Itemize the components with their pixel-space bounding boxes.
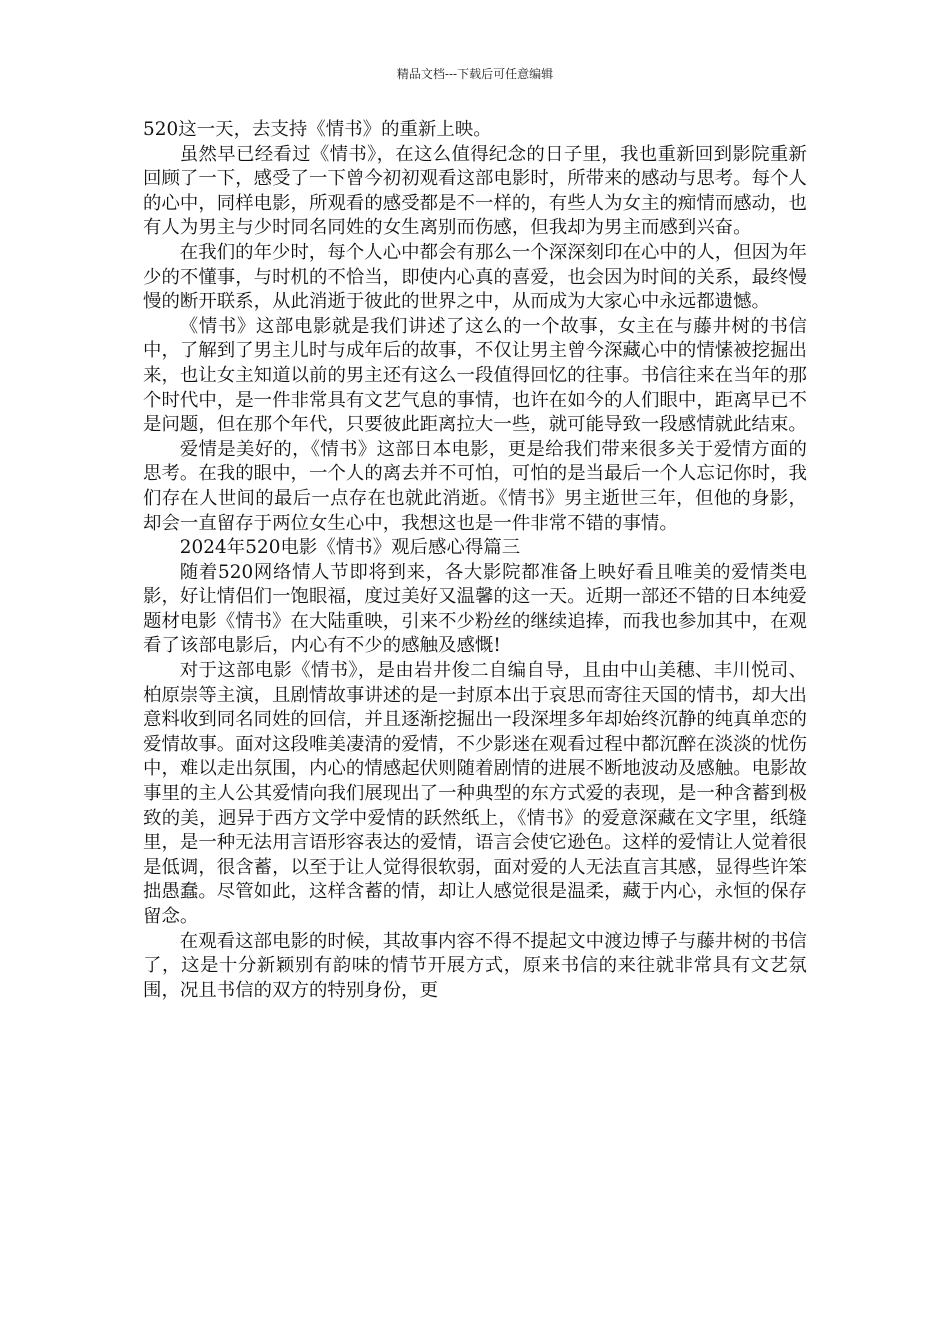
paragraph: 在我们的年少时，每个人心中都会有那么一个深深刻印在心中的人，但因为年少的不懂事，与时机的不恰当，即使内心真的喜爱，也会因为时间的关系，最终慢慢的断开联系，从此消逝于彼此的世界之中，从而成为大家心中永远都遗憾。 (143, 241, 807, 313)
paragraph: 虽然早已经看过《情书》，在这么值得纪念的日子里，我也重新回到影院重新回顾了一下，感受了一下曾今初初观看这部电影时，所带来的感动与思考。每个人的心中，同样电影，所观看的感受都是不一样的，有些人为女主的痴情而感动，也有人为男主与少时同名同姓的女生离别而伤感，但我却为男主而感到兴奋。 (143, 143, 807, 239)
document-body (143, 118, 807, 1003)
paragraph: 随着520网络情人节即将到来，各大影院都准备上映好看且唯美的爱情类电影，好让情侣们一饱眼福，度过美好又温馨的这一天。近期一部还不错的日本纯爱题材电影《情书》在大陆重映，引来不少粉丝的继续追捧，而我也参加其中，在观看了该部电影后，内心有不少的感触及感慨! (143, 561, 807, 657)
paragraph: 爱情是美好的，《情书》这部日本电影，更是给我们带来很多关于爱情方面的思考。在我的眼中，一个人的离去并不可怕，可怕的是当最后一个人忘记你时，我们存在人世间的最后一点存在也就此消逝。《情书》男主逝世三年，但他的身影，却会一直留存于两位女生心中，我想这也是一件非常不错的事情。 (143, 438, 807, 534)
paragraph: 《情书》这部电影就是我们讲述了这么的一个故事，女主在与藤井树的书信中，了解到了男主儿时与成年后的故事，不仅让男主曾今深藏心中的情愫被挖掘出来，也让女主知道以前的男主还有这么一段值得回忆的往事。书信往来在当年的那个时代中，是一件非常具有文艺气息的事情，也许在如今的人们眼中，距离早已不是问题，但在那个年代，只要彼此距离拉大一些，就可能导致一段感情就此结束。 (143, 315, 807, 436)
section-heading: 2024年520电影《情书》观后感心得篇三 (179, 537, 521, 559)
page-header: 精品文档---下载后可任意编辑 (396, 67, 554, 81)
paragraph: 对于这部电影《情书》，是由岩井俊二自编自导，且由中山美穗、丰川悦司、柏原崇等主演，且剧情故事讲述的是一封原本出于哀思而寄往天国的情书，却大出意料收到同名同姓的回信，并且逐渐挖掘出一段深埋多年却始终沉静的纯真单恋的爱情故事。面对这段唯美凄清的爱情，不少影迷在观看过程中都沉醉在淡淡的忧伤中，难以走出氛围，内心的情感起伏则随着剧情的进展不断地波动及感触。电影故事里的主人公其爱情向我们展现出了一种典型的东方式爱的表现，是一种含蓄到极致的美，迥异于西方文学中爱情的跃然纸上，《情书》的爱意深藏在文字里，纸缝里，是一种无法用言语形容表达的爱情，语言会使它逊色。这样的爱情让人觉着很是低调，很含蓄，以至于让人觉得很软弱，面对爱的人无法直言其感，显得些许笨拙愚蠢。尽管如此，这样含蓄的情，却让人感觉很是温柔，藏于内心，永恒的保存留念。 (143, 660, 807, 927)
paragraph: 在观看这部电影的时候，其故事内容不得不提起文中渡边博子与藤井树的书信了，这是十分新颖别有韵味的情节开展方式，原来书信的来往就非常具有文艺氛围，况且书信的双方的特别身份，更 (143, 930, 807, 1001)
paragraph-continuation: 520这一天，去支持《情书》的重新上映。 (143, 119, 492, 140)
